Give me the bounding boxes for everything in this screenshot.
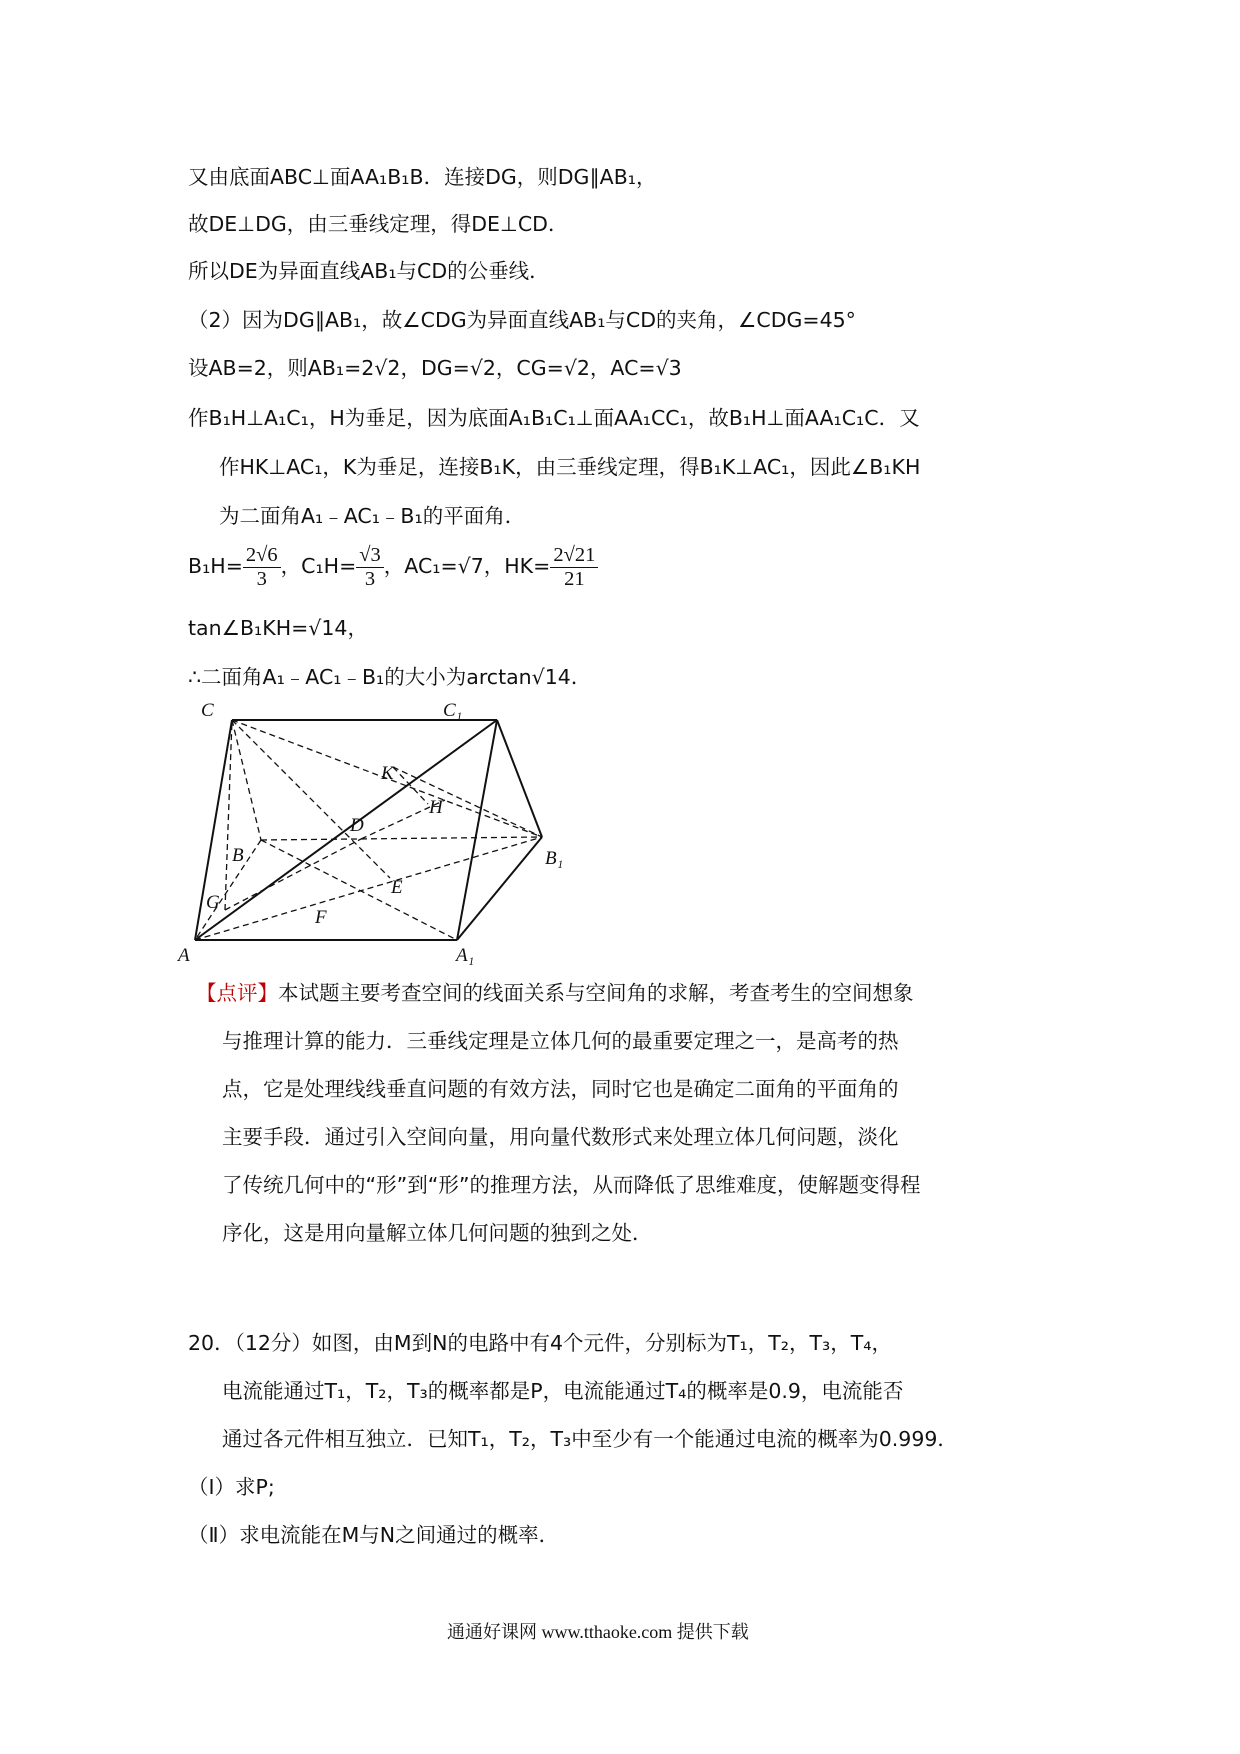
label-b: B	[232, 845, 244, 866]
proof-line-1: 又由底面ABC⊥面AA₁B₁B．连接DG，则DG∥AB₁，	[188, 165, 657, 189]
proof-line-5	[188, 358, 682, 379]
b1h-label: B₁H=	[188, 554, 243, 578]
hk-num: 2√21	[550, 545, 598, 568]
b1h-fraction	[243, 545, 281, 589]
edge-bb1	[261, 837, 542, 840]
cg-value: √2	[563, 356, 590, 380]
conclusion-line	[188, 667, 591, 688]
tan-label: tan∠B₁KH=	[188, 616, 309, 640]
cg-text: ，CG=	[495, 356, 564, 380]
label-k: K	[381, 763, 394, 784]
label-h: H	[429, 797, 443, 818]
label-d: D	[350, 815, 364, 836]
problem20-question-2: （Ⅱ）求电流能在M与N之间通过的概率．	[188, 1523, 560, 1547]
tan-end: ，	[347, 616, 368, 640]
hk-den: 21	[564, 567, 585, 590]
c1h-fraction	[356, 545, 384, 589]
c1h-den: 3	[364, 567, 376, 590]
proof-line-4: （2）因为DG∥AB₁，故∠CDG为异面直线AB₁与CD的夹角，∠CDG=45°	[188, 308, 856, 332]
tan-value: √14	[308, 616, 348, 640]
comment-line-1	[196, 983, 914, 1004]
label-g: G	[206, 892, 220, 913]
footer-text: 通通好课网 www.tthaoke.com 提供下载	[447, 1622, 749, 1642]
problem20-line-3: 通过各元件相互独立．已知T₁，T₂，T₃中至少有一个能通过电流的概率为0.999．	[222, 1427, 958, 1451]
b1h-den: 3	[256, 567, 267, 590]
edge-ab1	[195, 837, 542, 940]
edge-gd	[225, 839, 361, 910]
comment-line-6: 序化，这是用向量解立体几何问题的独到之处．	[222, 1221, 653, 1245]
ac-value: √3	[655, 356, 682, 380]
label-f: F	[315, 907, 327, 928]
comment-tag: 【点评】	[196, 981, 278, 1005]
label-c: C	[201, 700, 214, 721]
edge-cb	[232, 720, 261, 840]
edge-c1a1	[457, 720, 497, 940]
comment-line-3: 点，它是处理线线垂直问题的有效方法，同时它也是确定二面角的平面角的	[222, 1077, 899, 1101]
dg-text: ，DG=	[400, 356, 470, 380]
label-a: A	[178, 945, 190, 966]
proof-line-3: 所以DE为异面直线AB₁与CD的公垂线．	[188, 259, 550, 283]
problem20-line-1: 20．（12分）如图，由M到N的电路中有4个元件，分别标为T₁，T₂，T₃，T₄，	[188, 1331, 892, 1355]
label-c1: C₁	[443, 700, 463, 721]
ac1-label: ，AC₁=	[383, 554, 458, 578]
ac1-value: √7	[457, 554, 484, 578]
solid-edges	[195, 720, 542, 940]
conclusion-end: ．	[570, 665, 592, 689]
proof-line-2: 故DE⊥DG，由三垂线定理，得DE⊥CD．	[188, 212, 569, 236]
c1h-label: ，C₁H=	[280, 554, 357, 578]
edge-ba1	[261, 840, 457, 940]
edge-kh	[393, 767, 428, 804]
edge-ba	[195, 840, 261, 940]
proof-line-6: 作B₁H⊥A₁C₁，H为垂足，因为底面A₁B₁C₁⊥面AA₁CC₁，故B₁H⊥面AA₁C₁C．又	[188, 406, 920, 430]
dg-value: √2	[469, 356, 496, 380]
problem20-question-1: （Ⅰ）求P;	[188, 1475, 275, 1499]
proof-line-7: 作HK⊥AC₁，K为垂足，连接B₁K，由三垂线定理，得B₁K⊥AC₁，因此∠B₁KH	[219, 455, 921, 479]
b1h-num: 2√6	[243, 545, 281, 568]
c1h-num: √3	[356, 545, 384, 568]
ac-text: ，AC=	[589, 356, 656, 380]
tan-line	[188, 618, 368, 639]
ab1-value: 2√2	[361, 356, 401, 380]
label-e: E	[391, 877, 403, 898]
conclusion-label: ∴二面角A₁﹣AC₁﹣B₁的大小为arctan	[188, 665, 532, 689]
ab-setup-text: 设AB=2，则AB₁=	[188, 356, 362, 380]
comment-line-5: 了传统几何中的“形”到“形”的推理方法，从而降低了思维难度，使解题变得程	[222, 1173, 921, 1197]
comment-line-4: 主要手段．通过引入空间向量，用向量代数形式来处理立体几何问题，淡化	[222, 1125, 899, 1149]
lengths-line	[188, 545, 598, 589]
comment-text-1: 本试题主要考查空间的线面关系与空间角的求解，考查考生的空间想象	[278, 981, 914, 1005]
problem20-line-2: 电流能通过T₁，T₂，T₃的概率都是P，电流能通过T₄的概率是0.9，电流能否	[222, 1379, 904, 1403]
label-b1: B₁	[545, 848, 564, 869]
comment-line-2: 与推理计算的能力．三垂线定理是立体几何的最重要定理之一，是高考的热	[222, 1029, 899, 1053]
label-a1: A₁	[456, 945, 475, 966]
hk-label: ，HK=	[483, 554, 551, 578]
hk-fraction	[550, 545, 598, 589]
geometry-figure	[178, 700, 595, 966]
hidden-edges	[195, 720, 542, 940]
proof-line-8: 为二面角A₁﹣AC₁﹣B₁的平面角．	[219, 504, 526, 528]
edge-b1a1	[457, 837, 542, 940]
edge-gc	[225, 720, 232, 910]
conclusion-value: √14	[531, 665, 571, 689]
